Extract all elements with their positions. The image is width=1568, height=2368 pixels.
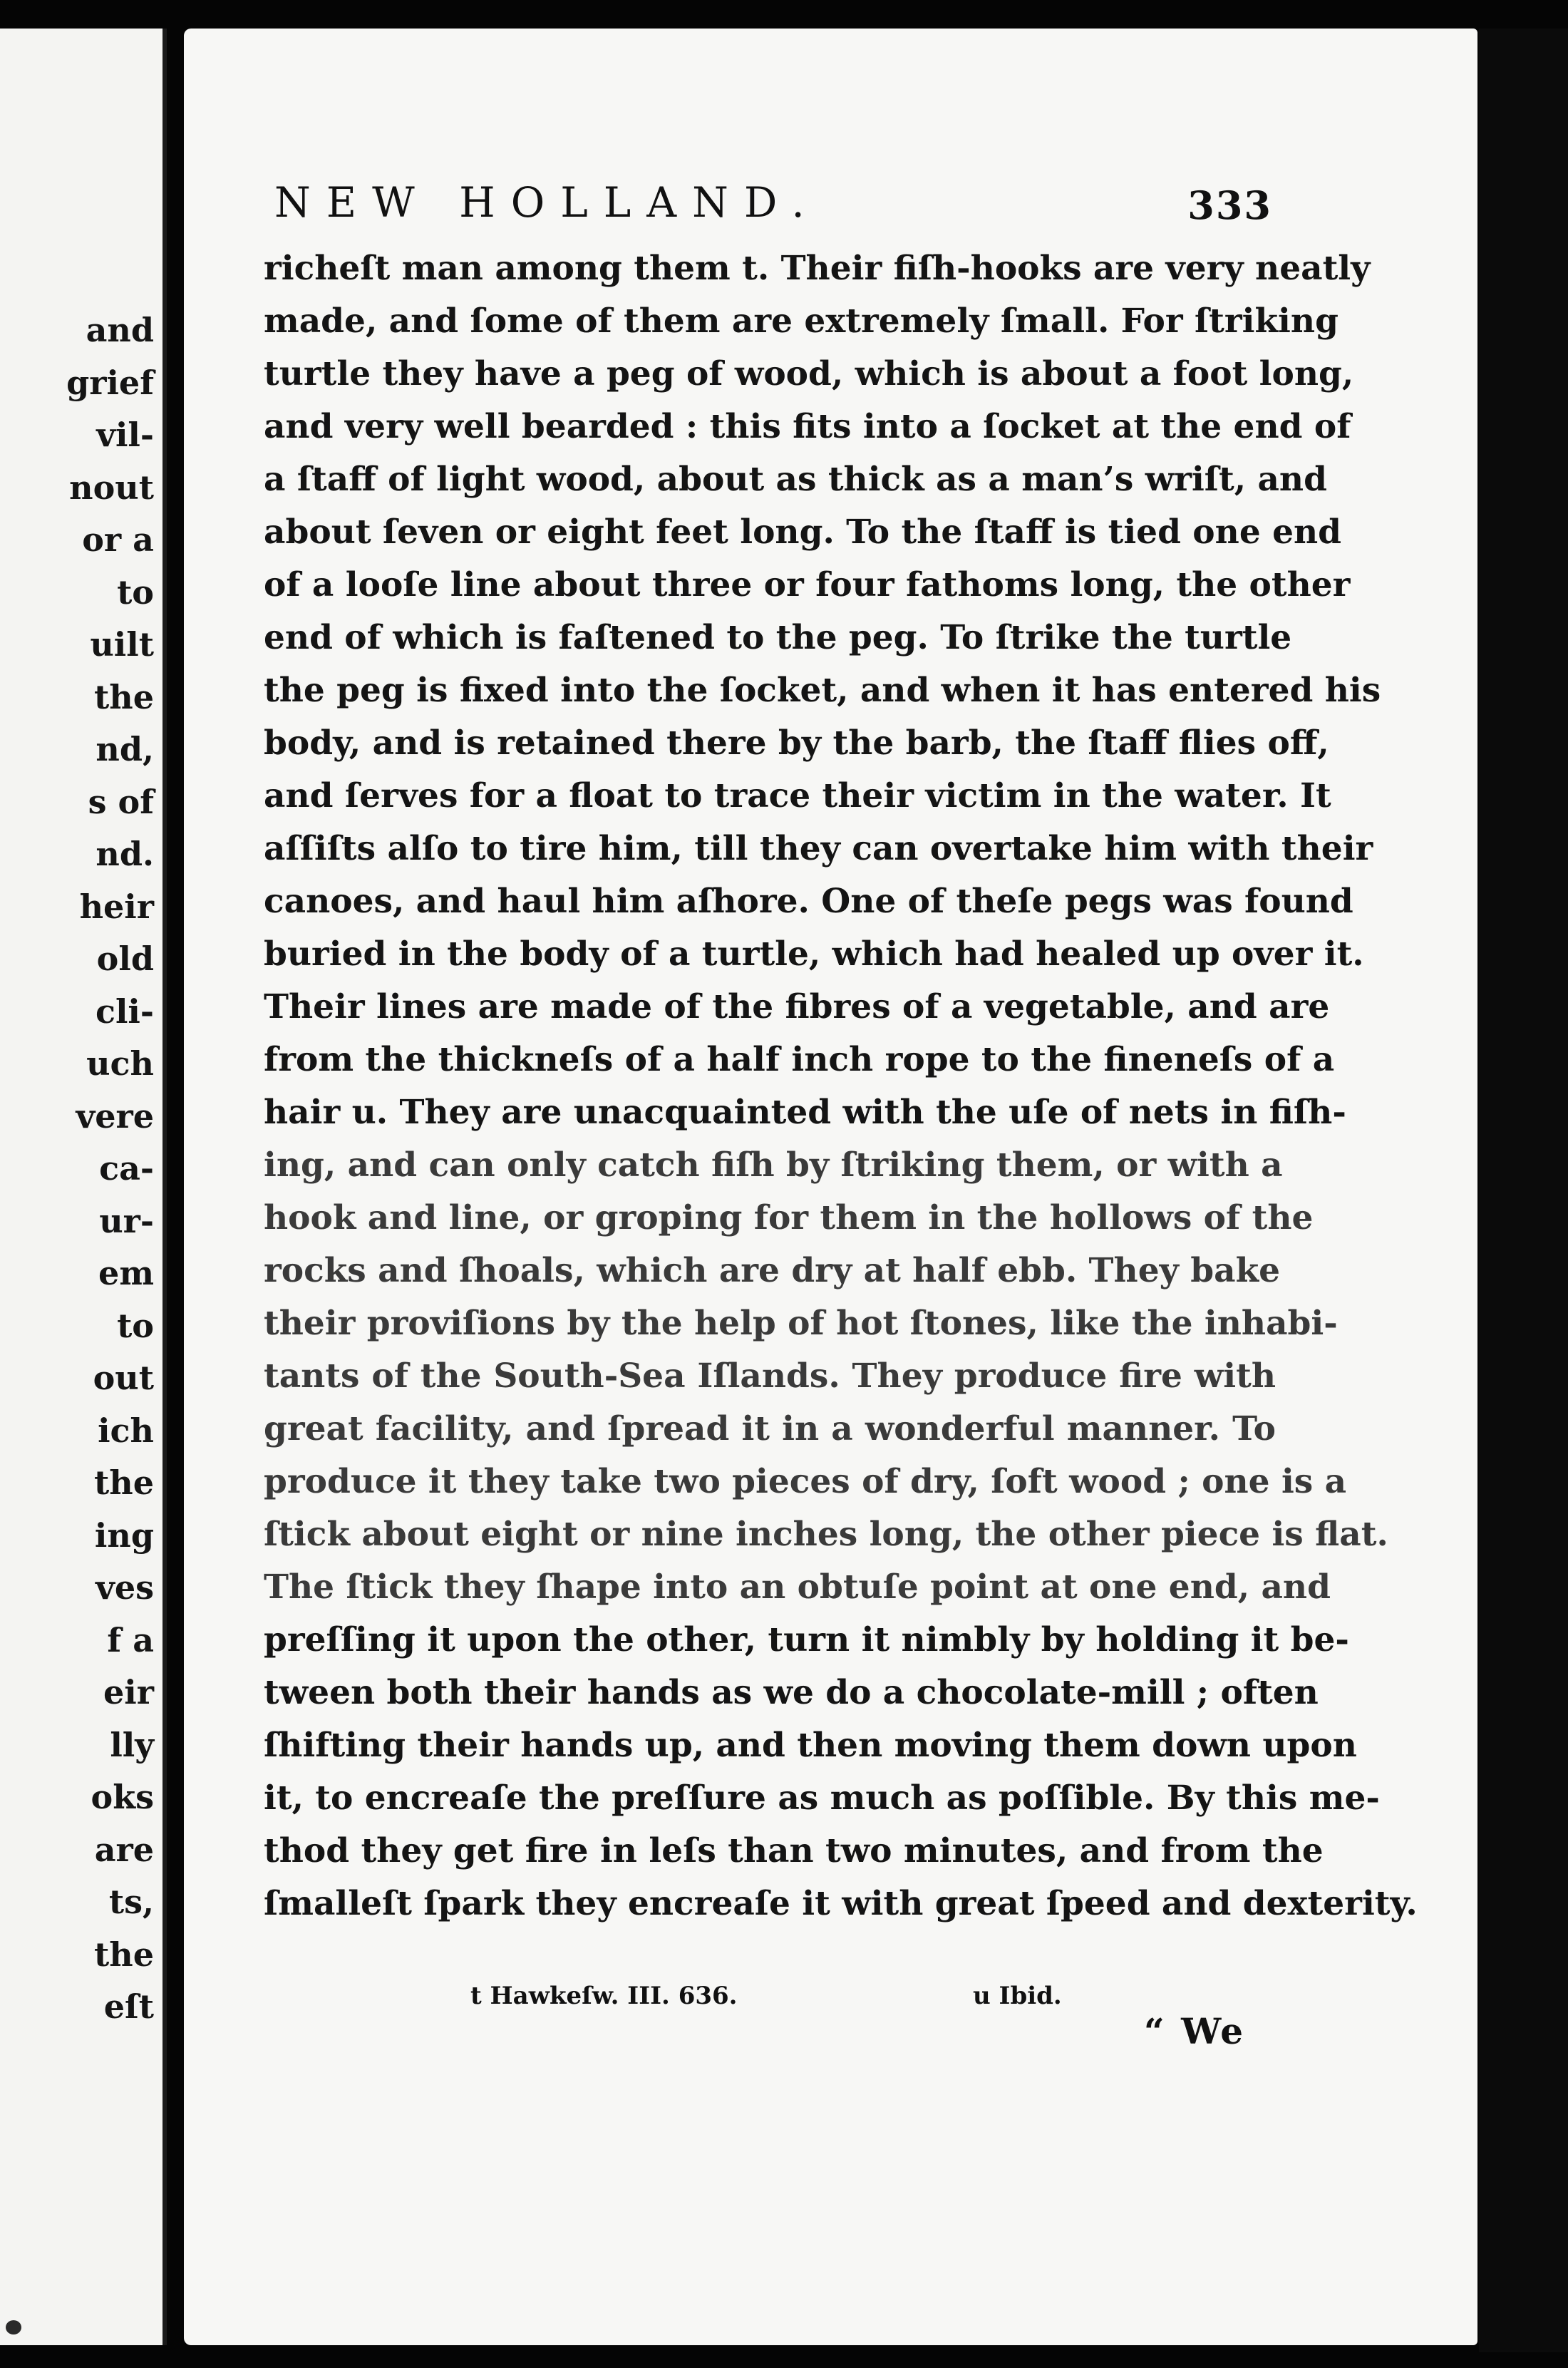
facing-page-fragment: vil-: [96, 416, 154, 454]
text-line: of a looſe line about three or four fathoms long, the other: [264, 565, 1351, 604]
text-line: hair u. They are unacquainted with the uſe of nets in fiſh-: [264, 1093, 1346, 1132]
text-line: end of which is faſtened to the peg. To ſtrike the turtle: [264, 618, 1292, 657]
facing-page-fragment: to: [117, 1306, 154, 1345]
text-line: rocks and ſhoals, which are dry at half ebb. They bake: [264, 1251, 1281, 1290]
text-line: hook and line, or groping for them in the hollows of the: [264, 1198, 1314, 1237]
facing-page-fragment: s of: [88, 782, 154, 821]
text-line: ſhifting their hands up, and then moving them down upon: [264, 1726, 1357, 1765]
body-text: [264, 242, 1418, 1930]
facing-page-fragment: uilt: [90, 625, 154, 664]
text-line: their proviſions by the help of hot ſtones, like the inhabi-: [264, 1304, 1338, 1343]
text-line: it, to encreaſe the preſſure as much as poſſible. By this me-: [264, 1778, 1380, 1818]
facing-page-fragment: heir: [79, 887, 154, 926]
text-line: and very well bearded : this fits into a ſocket at the end of: [264, 407, 1351, 446]
text-line: Their lines are made of the fibres of a vegetable, and are: [264, 987, 1330, 1026]
facing-page-fragment: nd.: [96, 835, 154, 873]
footnote-t: t Hawkeſw. III. 636.: [470, 1982, 738, 2010]
text-line: aſſiſts alſo to tire him, till they can overtake him with their: [264, 829, 1373, 868]
text-line: thod they get fire in leſs than two minutes, and from the: [264, 1831, 1324, 1870]
facing-page-fragment: eir: [103, 1673, 154, 1711]
facing-page-edge: [0, 29, 167, 2345]
facing-page-fragment: ur-: [99, 1201, 154, 1240]
facing-page-fragment: the: [94, 1935, 154, 1974]
facing-page-fragment: nout: [69, 468, 154, 507]
facing-page-fragment: to: [117, 572, 154, 612]
text-line: tants of the South-Sea Iſlands. They produce fire with: [264, 1357, 1276, 1396]
facing-page-fragment: nd,: [96, 730, 154, 768]
facing-page-fragment: lly: [110, 1725, 154, 1764]
text-line: The ſtick they ſhape into an obtuſe point at one end, and: [264, 1567, 1331, 1607]
facing-page-fragment: the: [94, 1463, 154, 1502]
facing-page-fragment: the: [94, 677, 154, 716]
text-line: and ſerves for a float to trace their victim in the water. It: [264, 776, 1331, 815]
footnote-u: u Ibid.: [973, 1982, 1062, 2010]
text-line: richeſt man among them t. Their fiſh-hooks are very neatly: [264, 249, 1371, 288]
page-gutter-shadow: [1479, 29, 1568, 2352]
header-title: NEW HOLLAND.: [274, 178, 820, 227]
facing-page-fragment: em: [98, 1254, 154, 1292]
facing-page-fragment: old: [96, 940, 154, 978]
text-line: a ſtaff of light wood, about as thick as a man’s wriſt, and: [264, 460, 1327, 499]
text-line: turtle they have a peg of wood, which is about a foot long,: [264, 354, 1354, 393]
text-line: made, and ſome of them are extremely ſmall. For ſtriking: [264, 302, 1339, 341]
facing-page-fragment: eſt: [103, 1987, 154, 2026]
text-line: ing, and can only catch fiſh by ſtriking them, or with a: [264, 1146, 1283, 1185]
text-line: body, and is retained there by the barb, the ſtaff flies off,: [264, 724, 1329, 763]
text-line: the peg is fixed into the ſocket, and when it has entered his: [264, 671, 1381, 710]
text-line: ſmalleſt ſpark they encreaſe it with great ſpeed and dexterity.: [264, 1884, 1418, 1923]
text-line: preſſing it upon the other, turn it nimbly by holding it be-: [264, 1620, 1349, 1659]
page-number: 333: [1187, 182, 1272, 228]
facing-page-fragment: uch: [86, 1044, 154, 1083]
catchword: “ We: [1144, 2010, 1246, 2052]
facing-page-fragment: are: [94, 1830, 154, 1869]
facing-page-fragment: grief: [66, 363, 154, 402]
running-head: [274, 178, 1272, 228]
facing-page-fragment: or a: [82, 520, 154, 559]
facing-page-fragment: and: [86, 311, 154, 349]
facing-page-fragment: out: [93, 1359, 154, 1397]
facing-page-fragment: ing: [94, 1515, 154, 1555]
text-line: ſtick about eight or nine inches long, the other piece is flat.: [264, 1515, 1388, 1554]
facing-page-fragment: ca-: [99, 1149, 154, 1188]
page-stain: [6, 2320, 21, 2334]
facing-page-fragment: ich: [98, 1411, 154, 1450]
text-line: buried in the body of a turtle, which had healed up over it.: [264, 935, 1364, 974]
text-line: produce it they take two pieces of dry, ſoft wood ; one is a: [264, 1462, 1347, 1501]
facing-page-fragment: f a: [107, 1620, 154, 1659]
text-line: from the thickneſs of a half inch rope to the fineneſs of a: [264, 1040, 1335, 1079]
facing-page-fragment: ts,: [108, 1883, 154, 1921]
footnotes: [470, 1982, 1112, 2024]
facing-page-fragment: vere: [76, 1096, 154, 1136]
text-line: canoes, and haul him aſhore. One of theſe pegs was found: [264, 882, 1353, 921]
facing-page-fragment: ves: [96, 1568, 154, 1607]
facing-page-fragment: oks: [91, 1778, 154, 1816]
text-line: great facility, and ſpread it in a wonderful manner. To: [264, 1409, 1276, 1448]
text-line: about ſeven or eight feet long. To the ſtaff is tied one end: [264, 513, 1342, 552]
text-line: tween both their hands as we do a chocolate-mill ; often: [264, 1673, 1319, 1712]
facing-page-fragment: cli-: [95, 992, 154, 1031]
